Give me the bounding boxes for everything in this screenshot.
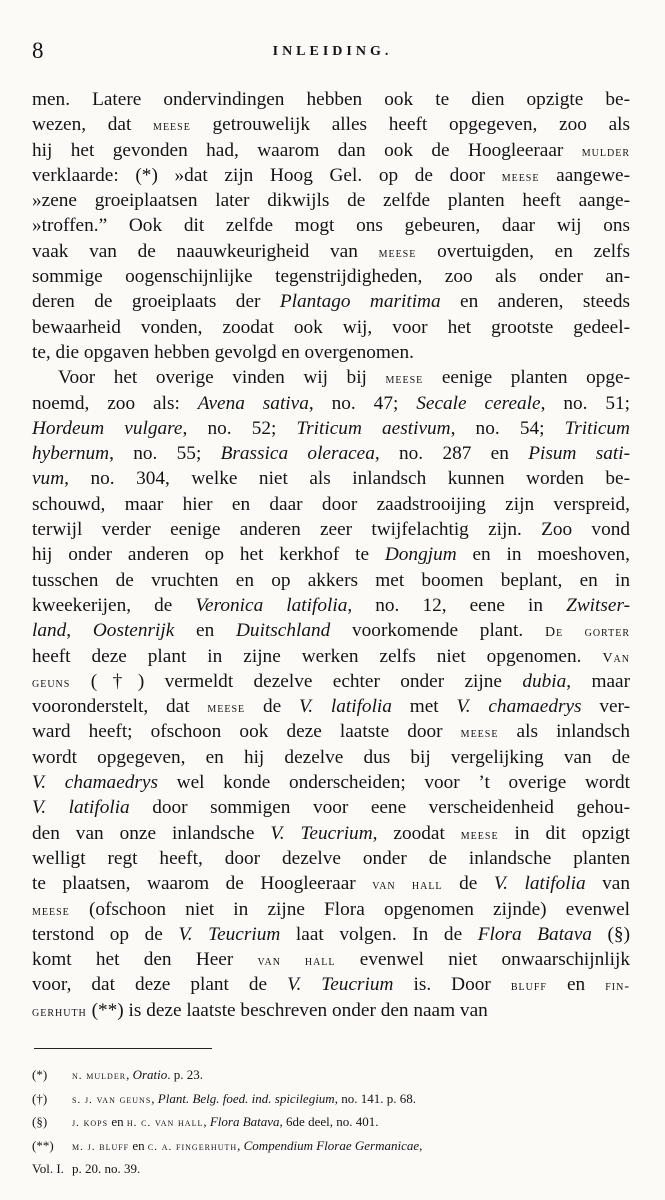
footnote — [32, 1064, 630, 1088]
italic-term: V. Teucrium — [178, 923, 281, 945]
footnote — [32, 1158, 630, 1180]
text-line — [32, 947, 630, 972]
italic-term: vum — [32, 468, 65, 490]
small-caps-name: meese — [501, 169, 540, 185]
text-run: , — [419, 1137, 423, 1153]
small-caps-name: geuns — [32, 675, 71, 691]
italic-term: Triticum aestivum — [296, 417, 451, 439]
text-run: terstond op de — [32, 923, 179, 945]
small-caps-name: meese — [378, 245, 417, 261]
text-line — [32, 391, 630, 416]
text-run: bewaarheid vonden, zoodat ook wij, voor het grootste gedeel- — [32, 316, 630, 338]
text-run: , no. 51; — [540, 392, 631, 414]
text-run: sommige oogenschijnlijke tegenstrijdigheden, zoo als onder an- — [32, 266, 630, 288]
text-run: vaak van de naauwkeurigheid van — [32, 240, 379, 262]
small-caps-name: gerhuth — [32, 1004, 87, 1020]
footnote-mark: Vol. I. — [32, 1161, 64, 1176]
italic-term: hybernum — [32, 443, 110, 465]
text-run: en anderen, steeds — [440, 291, 630, 313]
text-run: overtuigden, en zelfs — [416, 240, 630, 262]
running-title: INLEIDING. — [272, 44, 393, 59]
text-run: (ofschoon niet in zijne Flora opgenomen zijnde) evenwel — [69, 898, 630, 920]
text-run: hij het gevonden had, waarom dan ook de Hoogleeraar — [32, 139, 582, 161]
small-caps-name: meese — [32, 903, 70, 919]
text-run: , — [203, 1114, 210, 1129]
footnotes — [32, 1064, 630, 1180]
footnote-mark: (*) — [32, 1067, 48, 1082]
text-run: laat volgen. In de — [280, 923, 478, 945]
text-line — [32, 315, 630, 340]
text-run: in dit opzigt — [498, 822, 631, 844]
text-run: , no. 287 en — [374, 443, 529, 465]
text-run: , — [66, 620, 93, 642]
text-run: evenwel niet onwaarschijnlijk — [335, 949, 630, 971]
italic-term: Triticum — [564, 417, 630, 439]
text-run: hij onder anderen op het kerkhof te — [32, 544, 385, 566]
footnote — [32, 1111, 630, 1135]
text-run: . p. 23. — [167, 1067, 203, 1082]
text-run: terwijl verder eenige anderen zeer twijfelachtig zijn. Zoo vond — [32, 519, 630, 541]
italic-term: land — [32, 620, 67, 642]
footnote-mark: (**) — [32, 1137, 54, 1153]
text-run: , no. 47; — [308, 392, 417, 414]
text-run: en — [546, 974, 606, 996]
text-line — [32, 795, 630, 820]
italic-term: Flora Batava — [477, 923, 592, 945]
small-caps-name: meese — [153, 119, 191, 135]
small-caps-name: van hall — [372, 878, 443, 894]
text-line — [32, 188, 630, 213]
text-line — [32, 770, 630, 795]
italic-term: Zwitser- — [566, 594, 630, 616]
text-line — [32, 871, 630, 896]
text-run: schouwd, maar hier en daar door zaadstrooijing zijn verspreid, — [32, 493, 630, 515]
text-line — [32, 972, 630, 997]
italic-term: V. Teucrium — [270, 822, 373, 844]
italic-term: V. latifolia — [298, 696, 392, 718]
italic-term: Pisum sati- — [528, 443, 631, 465]
italic-term: V. chamaedrys — [456, 696, 582, 718]
text-line — [32, 745, 630, 770]
text-run: ward heeft; ofschoon ook deze laatste door — [32, 721, 461, 743]
italic-term: Hordeum vulgare — [32, 417, 183, 439]
page-header — [32, 38, 633, 68]
text-run: , — [151, 1090, 158, 1106]
text-run: en — [129, 1137, 148, 1153]
text-run: als inlandsch — [498, 721, 630, 743]
italic-term: Duitschland — [236, 620, 331, 642]
text-run: welligt regt heeft, door dezelve onder de inlandsche planten — [32, 847, 630, 869]
footnote-mark: (†) — [32, 1090, 48, 1106]
text-run: komt het den Heer — [32, 949, 258, 971]
italic-term: Compendium Florae Germanicae — [243, 1137, 420, 1153]
text-line — [32, 821, 630, 846]
small-caps-name: fin- — [605, 979, 630, 995]
text-run: door sommigen voor eene verscheidenheid gehou- — [129, 797, 630, 819]
text-run: , — [126, 1067, 133, 1082]
italic-term: Veronica latifolia — [195, 594, 348, 616]
text-run: , no. 55; — [109, 443, 221, 465]
text-run: met — [391, 696, 457, 718]
text-run: , no. 52; — [182, 417, 297, 439]
italic-term: V. latifolia — [493, 873, 586, 895]
text-run: is. Door — [393, 974, 511, 996]
paragraph — [32, 87, 630, 365]
text-run: en — [174, 620, 236, 642]
small-caps-name: bluff — [510, 979, 547, 995]
footnote-rule — [34, 1048, 212, 1049]
text-run: de — [245, 696, 299, 718]
text-run: tusschen de vruchten en op akkers met boomen beplant, en in — [32, 569, 630, 591]
small-caps-name: van hall — [257, 954, 336, 970]
text-run: deren de groeiplaats der — [32, 291, 280, 313]
italic-term: Avena sativa — [197, 392, 309, 414]
text-line — [32, 492, 630, 517]
text-line — [32, 922, 630, 947]
text-line — [32, 593, 630, 618]
small-caps-name: mulder — [581, 144, 630, 160]
page-number: 8 — [32, 38, 44, 63]
text-line — [32, 998, 630, 1023]
footnote — [32, 1088, 630, 1112]
small-caps-name: De gorter — [544, 625, 631, 641]
text-line — [32, 87, 630, 112]
text-line — [32, 112, 630, 137]
text-line — [32, 517, 630, 542]
text-run: te, die opgaven hebben gevolgd en overgenomen. — [32, 341, 414, 363]
text-run: , no. 304, welke niet als inlandsch kunnen worden be- — [64, 468, 630, 490]
small-caps-name: meese — [207, 701, 246, 717]
text-run: en — [108, 1114, 127, 1129]
text-run: wordt opgegeven, en hij dezelve dus bij vergelijking van de — [32, 746, 630, 768]
text-line — [32, 264, 630, 289]
text-line — [32, 846, 630, 871]
italic-term: Flora Batava — [209, 1114, 280, 1129]
text-run: , no. 54; — [450, 417, 565, 439]
italic-term: V. chamaedrys — [32, 772, 158, 794]
text-line — [32, 542, 630, 567]
text-line — [32, 416, 630, 441]
text-line — [32, 618, 630, 643]
small-caps-name: j. kops — [72, 1117, 109, 1129]
italic-term: dubia — [522, 670, 567, 692]
text-run: ver- — [581, 696, 631, 718]
text-run: getrouwelijk alles heeft opgegeven, zoo als — [190, 114, 630, 136]
text-run: wezen, dat — [32, 114, 154, 136]
italic-term: Plantago maritima — [279, 291, 441, 313]
text-run: te plaatsen, waarom de Hoogleeraar — [32, 873, 373, 895]
text-run: verklaarde: (*) »dat zijn Hoog Gel. op de door — [32, 164, 502, 186]
text-run: eenige planten opge- — [423, 367, 630, 389]
text-run: kweekerijen, de — [32, 594, 196, 616]
text-run: , 6de deel, no. 401. — [279, 1114, 379, 1129]
italic-term: Oratio — [132, 1067, 168, 1082]
text-run: vooronderstelt, dat — [32, 696, 208, 718]
text-run: »zene groeiplaatsen later dikwijls de zelfde planten heeft aange- — [32, 190, 630, 212]
body-text — [32, 87, 630, 1023]
small-caps-name: m. j. bluff — [72, 1140, 130, 1153]
text-line — [32, 669, 630, 694]
text-line — [32, 213, 630, 238]
text-run: wel konde onderscheiden; voor ’t overige wordt — [157, 772, 630, 794]
small-caps-name: meese — [460, 827, 499, 843]
footnote-mark: (§) — [32, 1114, 48, 1129]
text-run: noemd, zoo als: — [32, 392, 198, 414]
text-line — [32, 441, 630, 466]
text-line — [32, 694, 630, 719]
text-run: voor, dat deze plant de — [32, 974, 288, 996]
text-run: , zoodat — [372, 822, 461, 844]
footnote — [32, 1135, 630, 1159]
text-run: »troffen.” Ook dit zelfde mogt ons gebeuren, daar wij ons — [32, 215, 630, 237]
text-run: de — [442, 873, 494, 895]
text-run: aangewe- — [539, 164, 630, 186]
small-caps-name: h. c. van hall — [126, 1117, 204, 1129]
text-line — [32, 239, 630, 264]
small-caps-name: Van — [602, 650, 630, 666]
paragraph — [32, 365, 630, 1023]
text-run: , — [237, 1137, 244, 1153]
text-run: , no. 141. p. 68. — [334, 1090, 416, 1106]
text-run: (**) is deze laatste beschreven onder den naam van — [86, 999, 488, 1021]
small-caps-name: c. a. fingerhuth — [147, 1140, 238, 1153]
text-line — [32, 289, 630, 314]
text-run: p. 20. no. 39. — [72, 1161, 141, 1176]
text-line — [32, 365, 630, 390]
small-caps-name: n. mulder — [72, 1070, 127, 1082]
text-run: den van onze inlandsche — [32, 822, 271, 844]
italic-term: V. Teucrium — [287, 974, 394, 996]
italic-term: Plant. Belg. foed. ind. spicilegium — [157, 1090, 335, 1106]
text-line — [32, 163, 630, 188]
text-run: van — [585, 873, 630, 895]
text-line — [32, 138, 630, 163]
text-run: Voor het overige vinden wij bij — [58, 367, 386, 389]
text-run: voorkomende plant. — [330, 620, 545, 642]
small-caps-name: meese — [385, 372, 424, 388]
text-run: , no. 12, eene in — [347, 594, 567, 616]
text-run: en in moeshoven, — [456, 544, 630, 566]
text-line — [32, 568, 630, 593]
small-caps-name: meese — [460, 726, 499, 742]
text-run: men. Latere ondervindingen hebben ook te dien opzigte be- — [32, 89, 630, 110]
italic-term: V. latifolia — [32, 797, 130, 819]
text-run: heeft deze plant in zijne werken zelfs niet opgenomen. — [32, 645, 603, 667]
italic-term: Secale cereale — [416, 392, 541, 414]
small-caps-name: s. j. van geuns — [72, 1093, 152, 1106]
text-run: , maar — [566, 670, 630, 692]
text-line — [32, 719, 630, 744]
italic-term: Brassica oleracea — [220, 443, 375, 465]
text-line — [32, 897, 630, 922]
text-line — [32, 466, 630, 491]
text-run: (§) — [591, 923, 630, 945]
italic-term: Oostenrijk — [92, 620, 175, 642]
text-line — [32, 340, 630, 365]
text-line — [32, 644, 630, 669]
text-run: (†) vermeldt dezelve echter onder zijne — [70, 670, 523, 692]
italic-term: Dongjum — [384, 544, 457, 566]
